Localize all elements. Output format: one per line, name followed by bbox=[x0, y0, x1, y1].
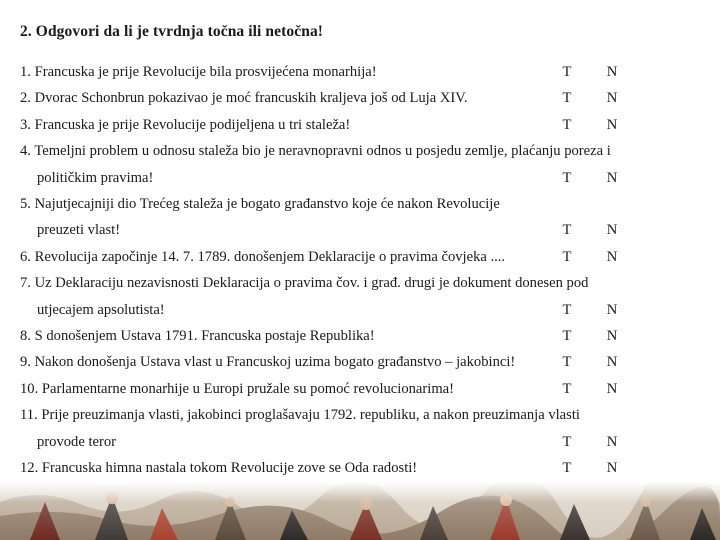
question-text: 4. Temeljni problem u odnosu staleža bio je neravnopravni odnos u posjedu zemlje, plaćanju poreza i bbox=[20, 143, 611, 160]
answer-false-option[interactable]: N bbox=[606, 460, 618, 476]
question-text: provode teror bbox=[37, 433, 117, 450]
question-line bbox=[20, 115, 720, 135]
question-text: utjecajem apsolutista! bbox=[37, 301, 165, 318]
question-line bbox=[20, 352, 720, 372]
question-text: 3. Francuska je prije Revolucije podijeljena u tri staleža! bbox=[20, 116, 351, 133]
question-line bbox=[20, 247, 720, 267]
question-text: 8. S donošenjem Ustava 1791. Francuska postaje Republika! bbox=[20, 328, 375, 344]
question-line bbox=[20, 458, 720, 478]
answer-true-option[interactable]: T bbox=[562, 90, 572, 107]
question-text: 7. Uz Deklaraciju nezavisnosti Deklaracija o pravima čov. i građ. drugi je dokument donesen pod bbox=[20, 275, 589, 292]
question-line bbox=[20, 405, 720, 425]
answer-false-option[interactable]: N bbox=[606, 90, 618, 107]
answer-true-option[interactable]: T bbox=[562, 222, 572, 239]
question-text: preuzeti vlast! bbox=[37, 222, 121, 239]
answer-true-option[interactable]: T bbox=[562, 354, 572, 371]
question-line bbox=[20, 326, 720, 346]
answer-false-option[interactable]: N bbox=[606, 301, 618, 318]
question-line-continuation bbox=[37, 168, 720, 188]
answer-false-option[interactable]: N bbox=[606, 380, 618, 397]
answer-true-option[interactable]: T bbox=[562, 380, 572, 397]
question-line bbox=[20, 141, 720, 161]
answer-true-option[interactable]: T bbox=[562, 169, 572, 186]
answer-false-option[interactable]: N bbox=[606, 354, 618, 371]
question-line bbox=[20, 62, 720, 82]
answer-true-option[interactable]: T bbox=[562, 248, 572, 265]
answer-false-option[interactable]: N bbox=[606, 116, 618, 133]
question-text: 9. Nakon donošenja Ustava vlast u Francuskoj uzima bogato građanstvo – jakobinci! bbox=[20, 354, 516, 371]
answer-false-option[interactable]: N bbox=[606, 248, 618, 265]
question-line-continuation bbox=[37, 220, 720, 240]
answer-true-option[interactable]: T bbox=[562, 460, 572, 476]
page-title: 2. Odgovori da li je tvrdnja točna ili netočna! bbox=[20, 23, 324, 40]
answer-false-option[interactable]: N bbox=[606, 433, 618, 450]
answer-false-option[interactable]: N bbox=[606, 222, 618, 239]
question-text: 1. Francuska je prije Revolucije bila prosvijećena monarhija! bbox=[20, 64, 377, 80]
question-line-continuation bbox=[37, 432, 720, 452]
question-text: 10. Parlamentarne monarhije u Europi pružale su pomoć revolucionarima! bbox=[20, 380, 455, 397]
answer-false-option[interactable]: N bbox=[606, 328, 618, 344]
answer-true-option[interactable]: T bbox=[562, 328, 572, 344]
answer-true-option[interactable]: T bbox=[562, 116, 572, 133]
answer-true-option[interactable]: T bbox=[562, 433, 572, 450]
question-text: 12. Francuska himna nastala tokom Revolucije zove se Oda radosti! bbox=[20, 460, 418, 476]
question-text: političkim pravima! bbox=[37, 169, 154, 186]
question-text: 11. Prije preuzimanja vlasti, jakobinci proglašavaju 1792. republiku, a nakon preuzimanja vlasti bbox=[20, 407, 580, 424]
answer-false-option[interactable]: N bbox=[606, 64, 618, 80]
answer-false-option[interactable]: N bbox=[606, 169, 618, 186]
question-line bbox=[20, 273, 720, 293]
question-text: 6. Revolucija započinje 14. 7. 1789. donošenjem Deklaracije o pravima čovjeka .... bbox=[20, 248, 506, 265]
answer-true-option[interactable]: T bbox=[562, 64, 572, 80]
question-line-continuation bbox=[37, 300, 720, 320]
question-line bbox=[20, 88, 720, 108]
decorative-painting-strip bbox=[0, 482, 720, 540]
question-line bbox=[20, 379, 720, 399]
answer-true-option[interactable]: T bbox=[562, 301, 572, 318]
question-text: 2. Dvorac Schonbrun pokazivao je moć francuskih kraljeva još od Luja XIV. bbox=[20, 90, 468, 107]
question-text: 5. Najutjecajniji dio Trećeg staleža je bogato građanstvo koje će nakon Revolucije bbox=[20, 196, 500, 212]
question-line bbox=[20, 194, 720, 214]
